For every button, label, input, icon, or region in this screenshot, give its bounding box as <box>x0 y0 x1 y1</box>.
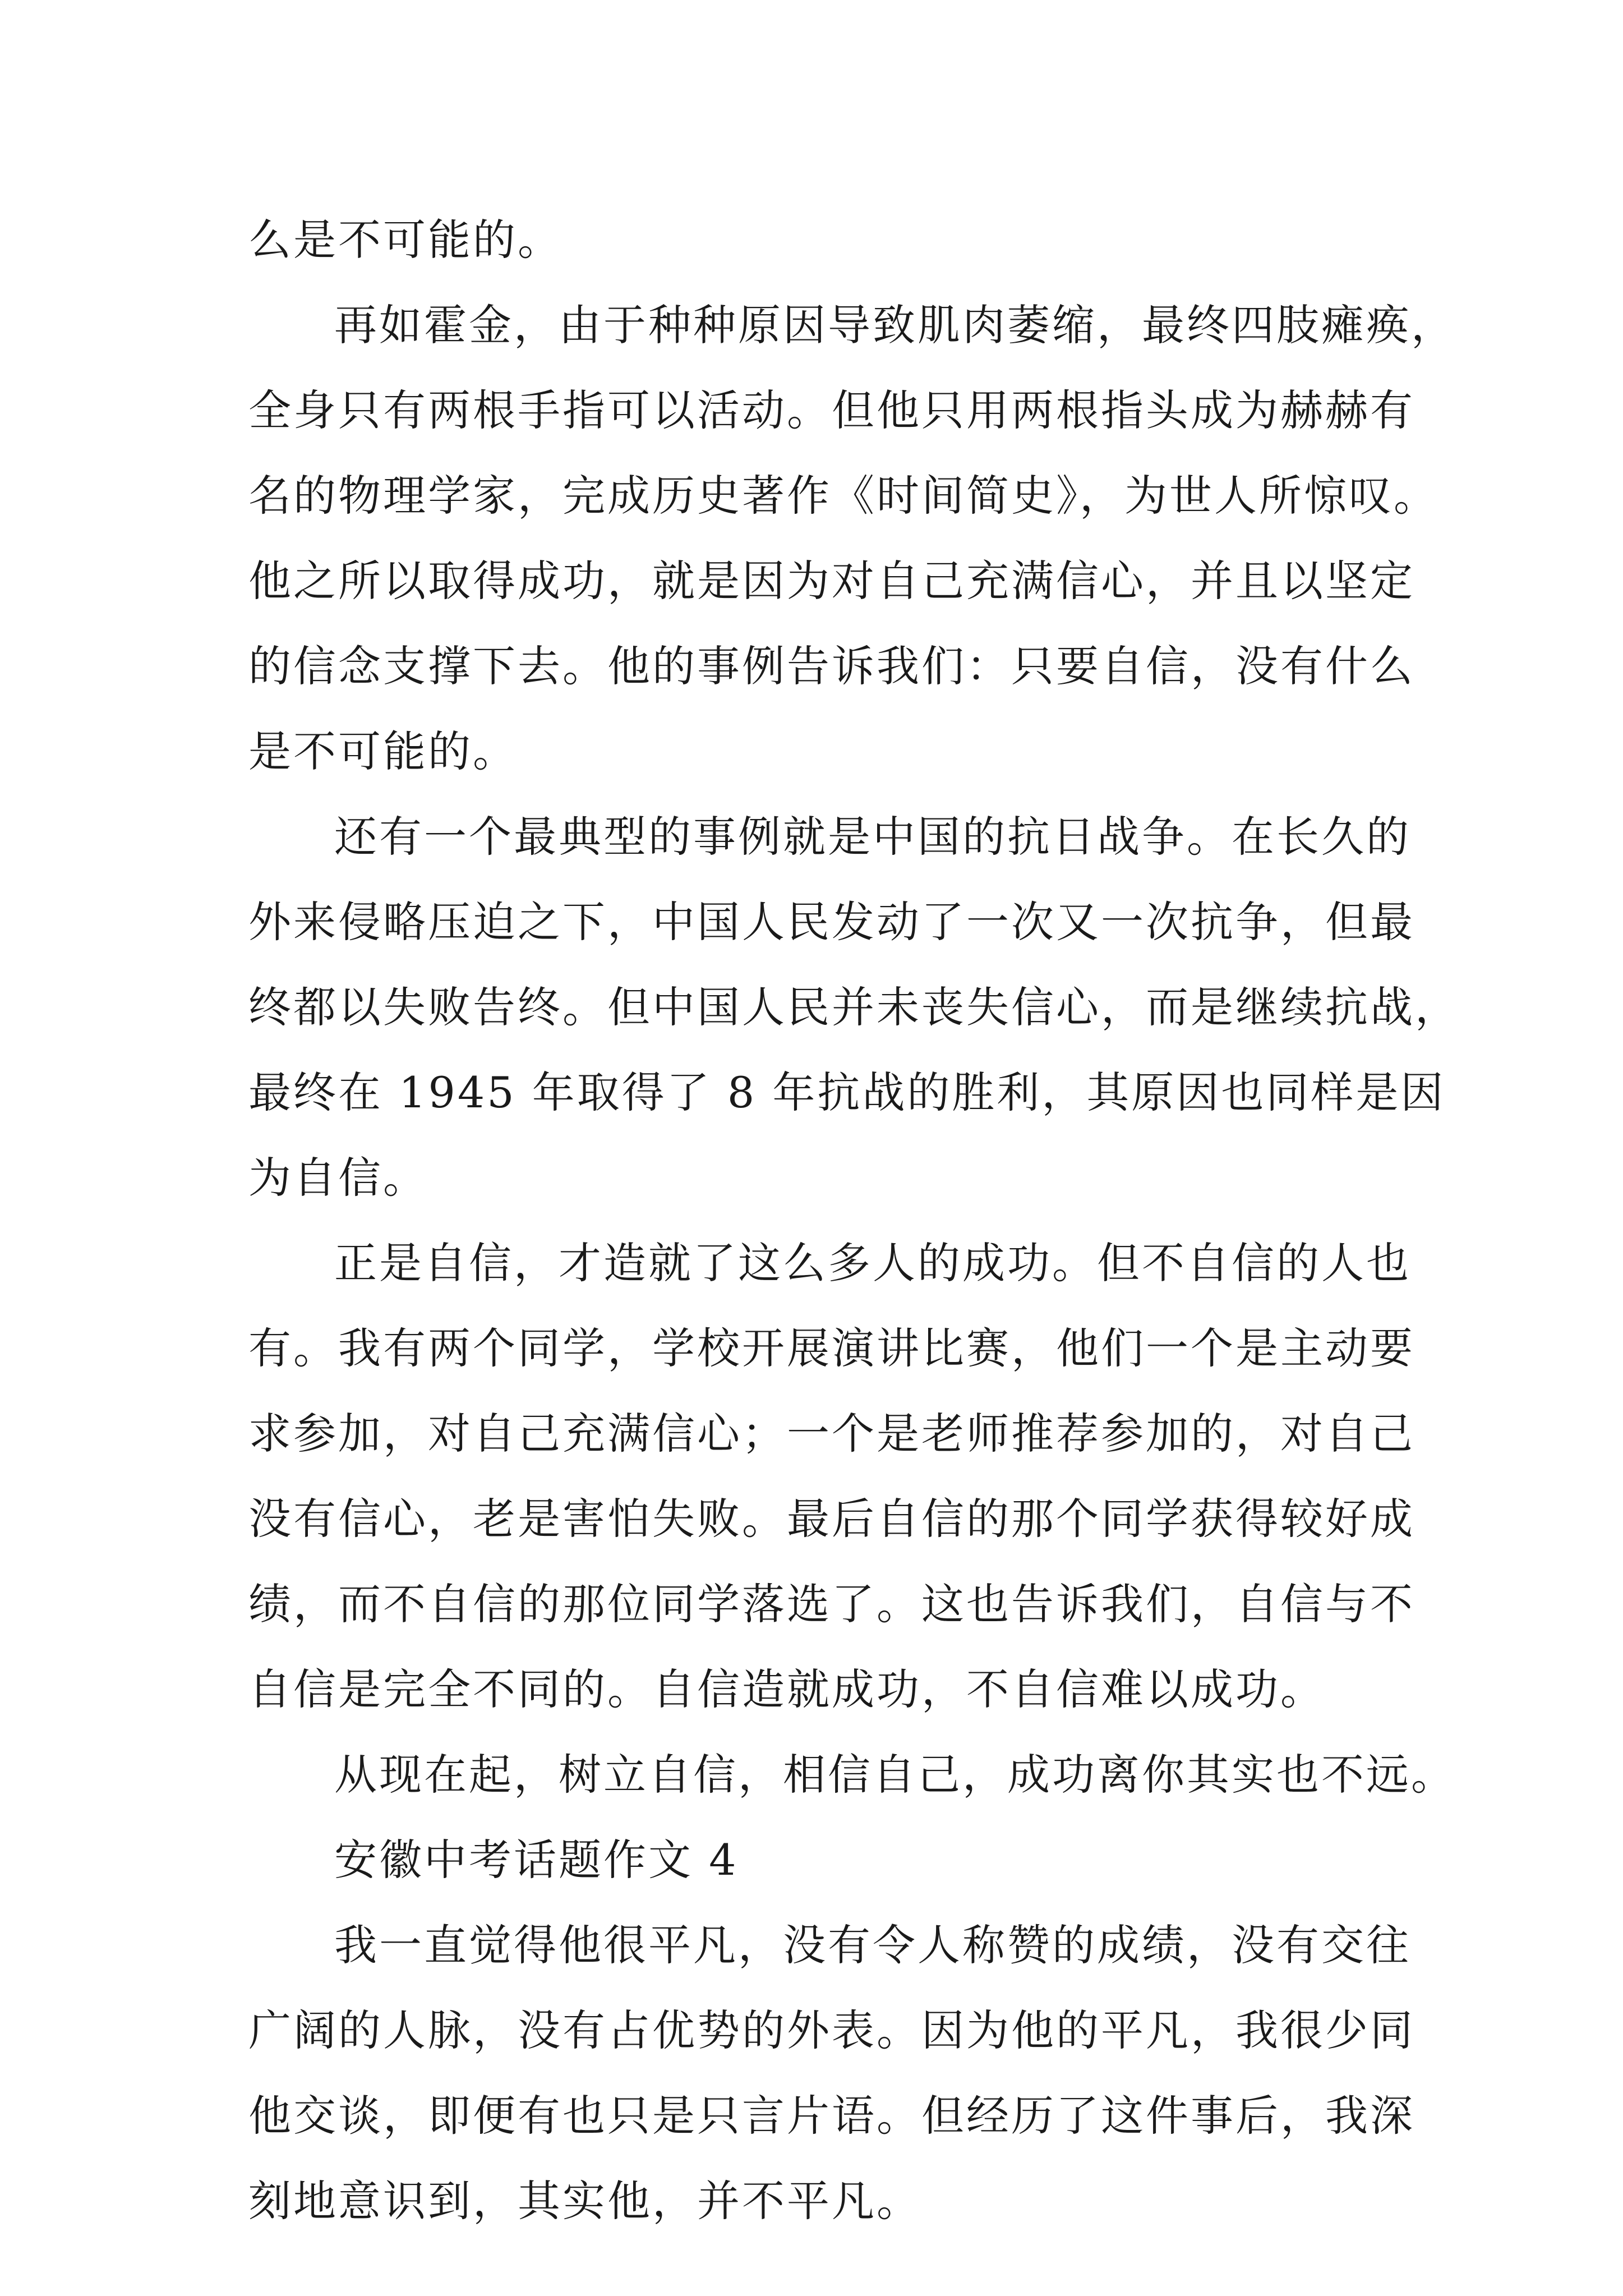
section-heading: 安徽中考话题作文 4 <box>334 1835 739 1885</box>
text-line: 刻地意识到，其实他，并不平凡。 <box>248 2176 921 2226</box>
text-line: 全身只有两根手指可以活动。但他只用两根指头成为赫赫有 <box>248 385 1415 435</box>
text-line: 求参加，对自己充满信心；一个是老师推荐参加的，对自己 <box>248 1409 1415 1458</box>
paragraph-start-line: 还有一个最典型的事例就是中国的抗日战争。在长久的 <box>334 812 1411 862</box>
text-line: 他之所以取得成功，就是因为对自己充满信心，并且以坚定 <box>248 556 1415 606</box>
text-line: 的信念支撑下去。他的事例告诉我们：只要自信，没有什么 <box>248 641 1415 691</box>
document-body <box>248 197 1460 2244</box>
paragraph-start-line: 从现在起，树立自信，相信自己，成功离你其实也不远。 <box>334 1750 1456 1800</box>
paragraph-start-line: 正是自信，才造就了这么多人的成功。但不自信的人也 <box>334 1238 1411 1288</box>
paragraph-start-line: 我一直觉得他很平凡，没有令人称赞的成绩，没有交往 <box>334 1920 1411 1970</box>
text-line: 是不可能的。 <box>248 726 518 776</box>
text-line: 他交谈，即便有也只是只言片语。但经历了这件事后，我深 <box>248 2091 1415 2141</box>
text-line: 绩，而不自信的那位同学落选了。这也告诉我们，自信与不 <box>248 1579 1415 1629</box>
text-line: 终都以失败告终。但中国人民并未丧失信心，而是继续抗战， <box>248 982 1460 1032</box>
text-line: 名的物理学家，完成历史著作《时间简史》，为世人所惊叹。 <box>248 471 1438 521</box>
text-line: 有。我有两个同学，学校开展演讲比赛，他们一个是主动要 <box>248 1323 1415 1373</box>
text-line: 外来侵略压迫之下，中国人民发动了一次又一次抗争，但最 <box>248 897 1415 947</box>
text-line: 自信是完全不同的。自信造就成功，不自信难以成功。 <box>248 1664 1325 1714</box>
paragraph-start-line: 再如霍金，由于种种原因导致肌肉萎缩，最终四肢瘫痪， <box>334 300 1456 350</box>
text-line: 广阔的人脉，没有占优势的外表。因为他的平凡，我很少同 <box>248 2005 1415 2055</box>
text-line: 么是不可能的。 <box>248 215 562 265</box>
text-line: 为自信。 <box>248 1153 428 1203</box>
text-line: 没有信心，老是害怕失败。最后自信的那个同学获得较好成 <box>248 1494 1415 1544</box>
text-line: 最终在 1945 年取得了 8 年抗战的胜利，其原因也同样是因 <box>248 1068 1446 1117</box>
